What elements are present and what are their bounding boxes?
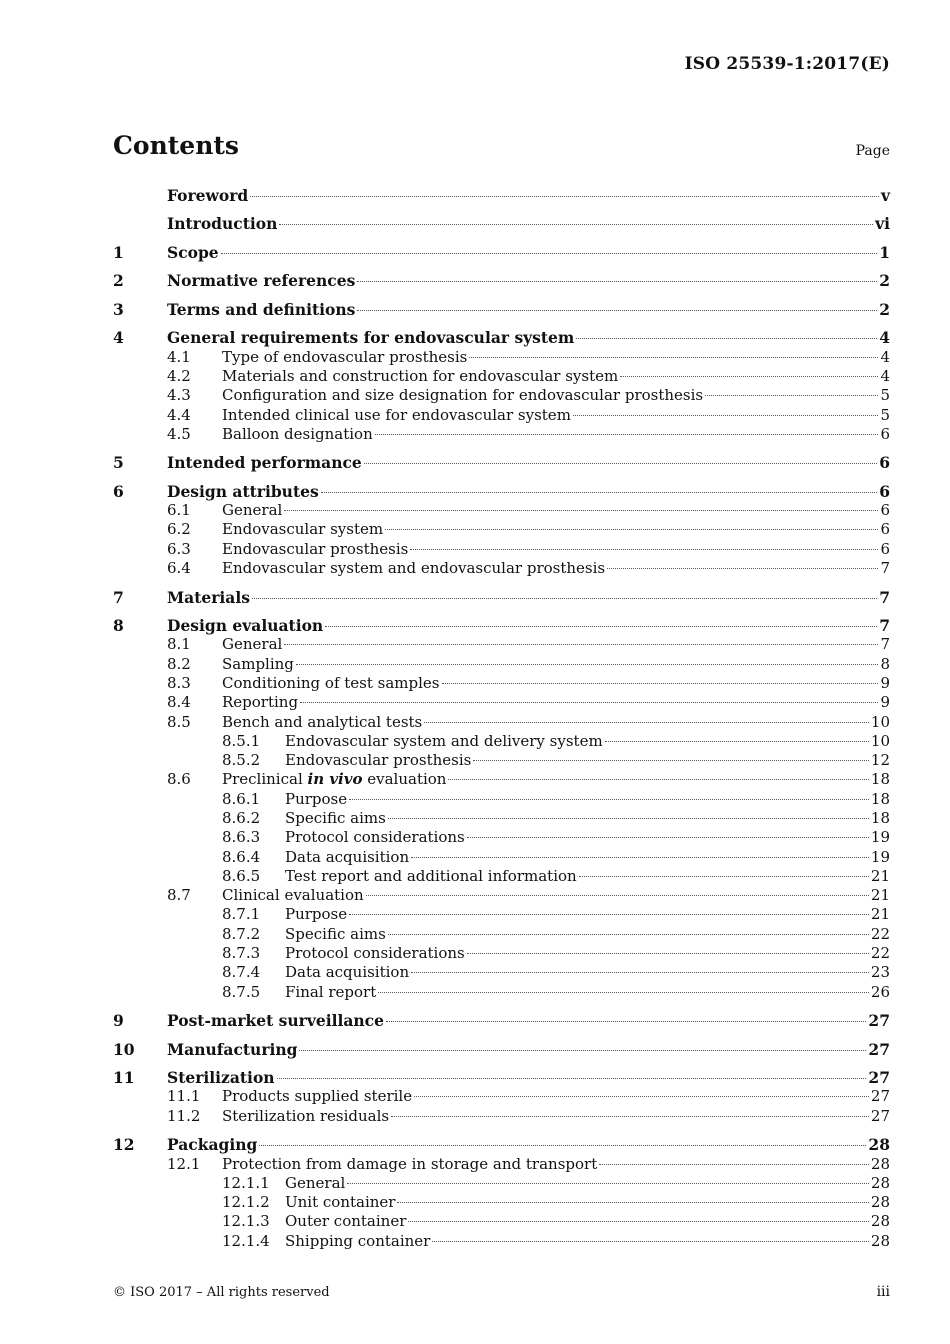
toc-entry-title: Type of endovascular prosthesis xyxy=(222,347,468,366)
toc-entry[interactable] xyxy=(113,425,890,444)
toc-dot-leader xyxy=(705,395,878,396)
toc-dot-leader xyxy=(347,1183,869,1184)
toc-dot-leader xyxy=(388,818,869,819)
toc-entry-number: 8.5 xyxy=(167,712,191,731)
toc-entry[interactable] xyxy=(113,453,890,472)
toc-entry-number: 4.3 xyxy=(167,386,191,405)
toc-entry[interactable] xyxy=(113,655,890,674)
toc-entry-page: 9 xyxy=(880,693,890,712)
toc-entry[interactable] xyxy=(113,713,890,732)
toc-entry-title: Sampling xyxy=(222,654,294,673)
toc-dot-leader xyxy=(325,626,877,627)
toc-entry-number: 11.2 xyxy=(167,1106,201,1125)
toc-entry[interactable] xyxy=(113,886,890,905)
toc-dot-leader xyxy=(620,376,878,377)
toc-entry-number: 8.5.2 xyxy=(222,751,261,770)
toc-entry-title: General xyxy=(222,501,283,520)
toc-dot-leader xyxy=(391,1116,869,1117)
toc-dot-leader xyxy=(411,857,869,858)
toc-entry-page: 28 xyxy=(870,1154,890,1173)
page-number: iii xyxy=(876,1284,890,1300)
toc-entry-title: Configuration and size designation for endovascular prosthesis xyxy=(222,386,704,405)
toc-entry-title: Intended clinical use for endovascular system xyxy=(222,405,571,424)
toc-entry-title: Endovascular prosthesis xyxy=(285,751,472,770)
toc-entry-title: Final report xyxy=(285,982,377,1001)
toc-dot-leader xyxy=(386,1021,866,1022)
toc-entry-page: 18 xyxy=(870,770,890,789)
toc-entry-page: 7 xyxy=(880,635,890,654)
toc-dot-leader xyxy=(296,664,879,665)
toc-dot-leader xyxy=(375,434,879,435)
toc-entry-title: Products supplied sterile xyxy=(222,1087,413,1106)
toc-entry[interactable] xyxy=(113,1232,890,1251)
toc-entry-title: Endovascular prosthesis xyxy=(222,539,409,558)
toc-entry-title: Reporting xyxy=(222,693,299,712)
toc-entry[interactable] xyxy=(113,588,890,607)
toc-entry-page: 23 xyxy=(870,963,890,982)
toc-entry-number: 8.6.2 xyxy=(222,809,261,827)
toc-dot-leader xyxy=(579,876,869,877)
toc-dot-leader xyxy=(607,568,878,569)
toc-entry-title: Materials xyxy=(167,587,250,607)
toc-entry-page: 6 xyxy=(879,453,890,473)
toc-entry-number: 12.1.4 xyxy=(222,1231,270,1250)
toc-dot-leader xyxy=(284,510,878,511)
toc-entry-number: 8 xyxy=(113,616,124,636)
toc-entry-number: 8.6.4 xyxy=(222,847,261,866)
toc-entry-page: 7 xyxy=(879,616,890,636)
toc-dot-leader xyxy=(469,357,878,358)
toc-dot-leader xyxy=(357,281,877,282)
toc-entry-page: 5 xyxy=(880,405,890,424)
copyright-notice: © ISO 2017 – All rights reserved xyxy=(113,1285,330,1300)
toc-entry[interactable] xyxy=(113,559,890,578)
toc-entry-page: 18 xyxy=(870,809,890,827)
toc-entry-number: 6.3 xyxy=(167,539,191,558)
toc-entry-page: 27 xyxy=(870,1106,890,1125)
toc-entry-page: 28 xyxy=(870,1173,890,1192)
toc-entry[interactable] xyxy=(113,1193,890,1212)
toc-entry-number: 8.7.3 xyxy=(222,944,261,963)
toc-entry-number: 4.2 xyxy=(167,367,191,386)
toc-entry-title: Sterilization xyxy=(167,1068,275,1088)
toc-dot-leader xyxy=(411,972,869,973)
toc-entry-page: 6 xyxy=(880,501,890,520)
toc-dot-leader xyxy=(385,529,878,530)
toc-entry[interactable] xyxy=(113,770,890,789)
toc-entry-page: 6 xyxy=(880,424,890,443)
toc-entry-number: 7 xyxy=(113,587,124,607)
toc-entry[interactable] xyxy=(113,1068,890,1087)
toc-entry[interactable] xyxy=(113,674,890,693)
toc-entry-number: 8.7.5 xyxy=(222,982,261,1001)
toc-entry-title: Endovascular system and delivery system xyxy=(285,731,603,750)
toc-dot-leader xyxy=(277,1078,867,1079)
toc-entry-number: 8.1 xyxy=(167,635,191,654)
toc-entry[interactable] xyxy=(113,1040,890,1059)
toc-entry[interactable] xyxy=(113,751,890,770)
toc-entry-number: 6.4 xyxy=(167,559,191,578)
toc-entry[interactable] xyxy=(113,482,890,501)
toc-dot-leader xyxy=(408,1221,869,1222)
toc-entry-number: 8.6 xyxy=(167,770,191,789)
toc-entry-number: 12.1 xyxy=(167,1154,201,1173)
toc-entry-title: Unit container xyxy=(285,1193,396,1212)
toc-dot-leader xyxy=(252,598,877,599)
toc-dot-leader xyxy=(432,1241,869,1242)
toc-entry-title: Intended performance xyxy=(167,453,362,473)
toc-entry-title: Protocol considerations xyxy=(285,828,465,847)
toc-dot-leader xyxy=(378,992,869,993)
toc-entry[interactable] xyxy=(113,1087,890,1106)
toc-entry-page: 19 xyxy=(870,847,890,866)
toc-entry[interactable] xyxy=(113,616,890,635)
toc-dot-leader xyxy=(349,914,869,915)
toc-entry-number: 8.6.5 xyxy=(222,866,261,885)
toc-entry-page: 22 xyxy=(870,924,890,943)
toc-entry-page: v xyxy=(880,186,890,205)
toc-entry[interactable] xyxy=(113,348,890,367)
toc-entry-number: 8.4 xyxy=(167,693,191,712)
toc-dot-leader xyxy=(410,549,878,550)
toc-dot-leader xyxy=(284,644,878,645)
toc-entry-page: 28 xyxy=(870,1212,890,1231)
toc-entry-page: 4 xyxy=(880,347,890,366)
toc-entry[interactable] xyxy=(113,214,890,233)
toc-entry-page: 5 xyxy=(880,386,890,405)
toc-entry-number: 8.3 xyxy=(167,673,191,692)
toc-entry-number: 8.7 xyxy=(167,886,191,905)
toc-entry[interactable] xyxy=(113,693,890,712)
toc-dot-leader xyxy=(448,779,868,780)
toc-entry-title-emphasis: in vivo xyxy=(307,770,363,789)
toc-entry-page: 27 xyxy=(868,1068,890,1088)
toc-dot-leader xyxy=(573,415,879,416)
toc-entry-title: Balloon designation xyxy=(222,424,373,443)
toc-entry-page: 28 xyxy=(868,1135,890,1155)
toc-entry-number: 12 xyxy=(113,1135,135,1155)
toc-entry[interactable] xyxy=(113,367,890,386)
toc-entry-number: 12.1.3 xyxy=(222,1212,270,1231)
toc-entry-number: 1 xyxy=(113,242,124,262)
toc-entry[interactable] xyxy=(113,271,890,290)
toc-entry-title: General xyxy=(222,635,283,654)
toc-entry-number: 8.7.1 xyxy=(222,905,261,924)
toc-entry-title: Scope xyxy=(167,242,219,262)
toc-entry[interactable] xyxy=(113,867,890,886)
toc-entry-number: 9 xyxy=(113,1011,124,1031)
toc-entry-page: 6 xyxy=(880,539,890,558)
toc-entry-number: 5 xyxy=(113,453,124,473)
toc-entry-number: 12.1.2 xyxy=(222,1193,270,1212)
toc-entry-number: 6.1 xyxy=(167,501,191,520)
toc-entry-title: Data acquisition xyxy=(285,847,410,866)
toc-entry[interactable] xyxy=(113,386,890,405)
toc-entry-page: 2 xyxy=(879,299,890,319)
toc-entry[interactable] xyxy=(113,790,890,809)
toc-entry[interactable] xyxy=(113,186,890,205)
toc-entry-page: 26 xyxy=(870,982,890,1001)
toc-entry-number: 8.2 xyxy=(167,654,191,673)
toc-dot-leader xyxy=(388,934,869,935)
toc-entry-title: Materials and construction for endovascular system xyxy=(222,367,619,386)
toc-entry[interactable] xyxy=(113,1155,890,1174)
toc-entry-page: 27 xyxy=(868,1011,890,1031)
toc-dot-leader xyxy=(221,253,878,254)
toc-entry[interactable] xyxy=(113,520,890,539)
toc-entry-number: 2 xyxy=(113,271,124,291)
page-title: Contents xyxy=(113,131,240,160)
toc-entry[interactable] xyxy=(113,1011,890,1030)
toc-entry-title: Sterilization residuals xyxy=(222,1106,390,1125)
toc-entry-title: Protection from damage in storage and transport xyxy=(222,1154,598,1173)
toc-entry[interactable] xyxy=(113,300,890,319)
toc-entry-page: 27 xyxy=(868,1039,890,1059)
toc-dot-leader xyxy=(279,224,873,225)
toc-entry-page: 8 xyxy=(880,654,890,673)
toc-dot-leader xyxy=(473,760,869,761)
toc-entry-number: 4.4 xyxy=(167,405,191,424)
toc-dot-leader xyxy=(299,1050,866,1051)
toc-entry-title: Shipping container xyxy=(285,1231,431,1250)
toc-entry-page: 7 xyxy=(880,559,890,578)
toc-entry-number: 11.1 xyxy=(167,1087,201,1106)
toc-dot-leader xyxy=(321,492,878,493)
toc-entry[interactable] xyxy=(113,328,890,347)
toc-dot-leader xyxy=(250,196,879,197)
toc-entry-title: Data acquisition xyxy=(285,963,410,982)
toc-entry-title: Design evaluation xyxy=(167,616,324,636)
toc-entry-number: 8.6.1 xyxy=(222,789,261,808)
toc-entry[interactable] xyxy=(113,848,890,867)
toc-entry[interactable] xyxy=(113,963,890,982)
toc-entry-title: Protocol considerations xyxy=(285,944,465,963)
toc-entry-page: 21 xyxy=(870,905,890,924)
toc-dot-leader xyxy=(397,1202,868,1203)
toc-entry-page: 27 xyxy=(870,1087,890,1106)
toc-dot-leader xyxy=(424,722,869,723)
toc-entry-title: General xyxy=(285,1173,346,1192)
document-code: ISO 25539-1:2017(E) xyxy=(684,54,890,74)
toc-entry-page: 28 xyxy=(870,1231,890,1250)
toc-dot-leader xyxy=(576,338,877,339)
toc-entry-title: Test report and additional information xyxy=(285,866,577,885)
toc-dot-leader xyxy=(364,463,877,464)
toc-entry[interactable] xyxy=(113,406,890,425)
toc-entry-page: 1 xyxy=(879,242,890,262)
toc-entry-number: 8.5.1 xyxy=(222,731,261,750)
toc-entry[interactable] xyxy=(113,732,890,751)
toc-entry[interactable] xyxy=(113,1135,890,1154)
toc-entry[interactable] xyxy=(113,828,890,847)
toc-entry[interactable] xyxy=(113,944,890,963)
toc-entry-title: Post-market surveillance xyxy=(167,1011,384,1031)
toc-entry-title: Endovascular system xyxy=(222,520,384,539)
toc-entry-title xyxy=(222,770,446,789)
toc-dot-leader xyxy=(605,741,869,742)
toc-entry-title: General requirements for endovascular system xyxy=(167,328,575,348)
toc-dot-leader xyxy=(442,683,879,684)
toc-entry-page: 21 xyxy=(870,866,890,885)
toc-entry-title: Conditioning of test samples xyxy=(222,673,440,692)
toc-entry-number: 6.2 xyxy=(167,520,191,539)
toc-entry-page: 18 xyxy=(870,789,890,808)
toc-entry-page: 10 xyxy=(870,731,890,750)
toc-entry-title: Introduction xyxy=(167,214,278,234)
toc-entry[interactable] xyxy=(113,983,890,1002)
toc-entry-page: 12 xyxy=(870,751,890,770)
toc-dot-leader xyxy=(349,799,869,800)
toc-entry-number: 8.7.2 xyxy=(222,924,261,943)
toc-entry-title: Purpose xyxy=(285,789,348,808)
toc-entry-title: Bench and analytical tests xyxy=(222,712,423,731)
toc-entry-page: 7 xyxy=(879,587,890,607)
toc-entry-title: Clinical evaluation xyxy=(222,886,364,905)
page-column-label: Page xyxy=(855,143,890,159)
toc-entry[interactable] xyxy=(113,1174,890,1193)
toc-entry-title: Manufacturing xyxy=(167,1039,298,1059)
toc-entry[interactable] xyxy=(113,1107,890,1126)
toc-dot-leader xyxy=(467,953,869,954)
toc-entry-title: Specific aims xyxy=(285,924,386,943)
toc-entry[interactable] xyxy=(113,905,890,924)
toc-entry-page: 10 xyxy=(870,712,890,731)
toc-entry-title: Purpose xyxy=(285,905,348,924)
table-of-contents xyxy=(113,186,890,1251)
toc-dot-leader xyxy=(467,837,869,838)
toc-entry-number: 4.1 xyxy=(167,347,191,366)
toc-entry-page: 22 xyxy=(870,944,890,963)
toc-entry-number: 4.5 xyxy=(167,424,191,443)
toc-entry-title: Normative references xyxy=(167,271,356,291)
toc-entry-page: 6 xyxy=(879,481,890,501)
toc-entry-page: 21 xyxy=(870,886,890,905)
toc-entry-title-part: Preclinical xyxy=(222,770,308,789)
toc-entry-title: Packaging xyxy=(167,1135,258,1155)
toc-entry-number: 12.1.1 xyxy=(222,1173,270,1192)
toc-dot-leader xyxy=(259,1145,866,1146)
toc-entry-page: 9 xyxy=(880,673,890,692)
toc-dot-leader xyxy=(357,310,877,311)
toc-entry-title-part: evaluation xyxy=(362,770,447,789)
toc-entry-title: Endovascular system and endovascular prosthesis xyxy=(222,559,606,578)
toc-entry-title: Design attributes xyxy=(167,481,319,501)
toc-entry-page: vi xyxy=(875,214,890,234)
toc-entry-number: 8.7.4 xyxy=(222,963,261,982)
toc-entry-number: 8.6.3 xyxy=(222,828,261,847)
toc-entry[interactable] xyxy=(113,925,890,944)
toc-entry-page: 2 xyxy=(879,271,890,291)
toc-entry-page: 19 xyxy=(870,828,890,847)
toc-entry-number: 3 xyxy=(113,299,124,319)
toc-entry-title: Outer container xyxy=(285,1212,407,1231)
toc-entry-page: 6 xyxy=(880,520,890,539)
toc-entry-number: 10 xyxy=(113,1039,135,1059)
toc-entry[interactable] xyxy=(113,501,890,520)
toc-dot-leader xyxy=(366,895,869,896)
toc-entry-page: 4 xyxy=(879,328,890,348)
toc-entry-number: 4 xyxy=(113,328,124,348)
toc-entry-title: Specific aims xyxy=(285,809,386,827)
toc-entry[interactable] xyxy=(113,809,890,828)
toc-entry[interactable] xyxy=(113,1212,890,1231)
toc-dot-leader xyxy=(414,1096,869,1097)
toc-dot-leader xyxy=(599,1164,869,1165)
toc-entry-title: Terms and definitions xyxy=(167,299,356,319)
toc-entry-page: 28 xyxy=(870,1193,890,1212)
toc-entry[interactable] xyxy=(113,635,890,654)
toc-entry[interactable] xyxy=(113,243,890,262)
toc-entry-title: Foreword xyxy=(167,186,249,205)
toc-entry-number: 6 xyxy=(113,481,124,501)
toc-dot-leader xyxy=(300,702,878,703)
toc-entry-page: 4 xyxy=(880,367,890,386)
toc-entry-number: 11 xyxy=(113,1068,135,1088)
toc-entry[interactable] xyxy=(113,540,890,559)
